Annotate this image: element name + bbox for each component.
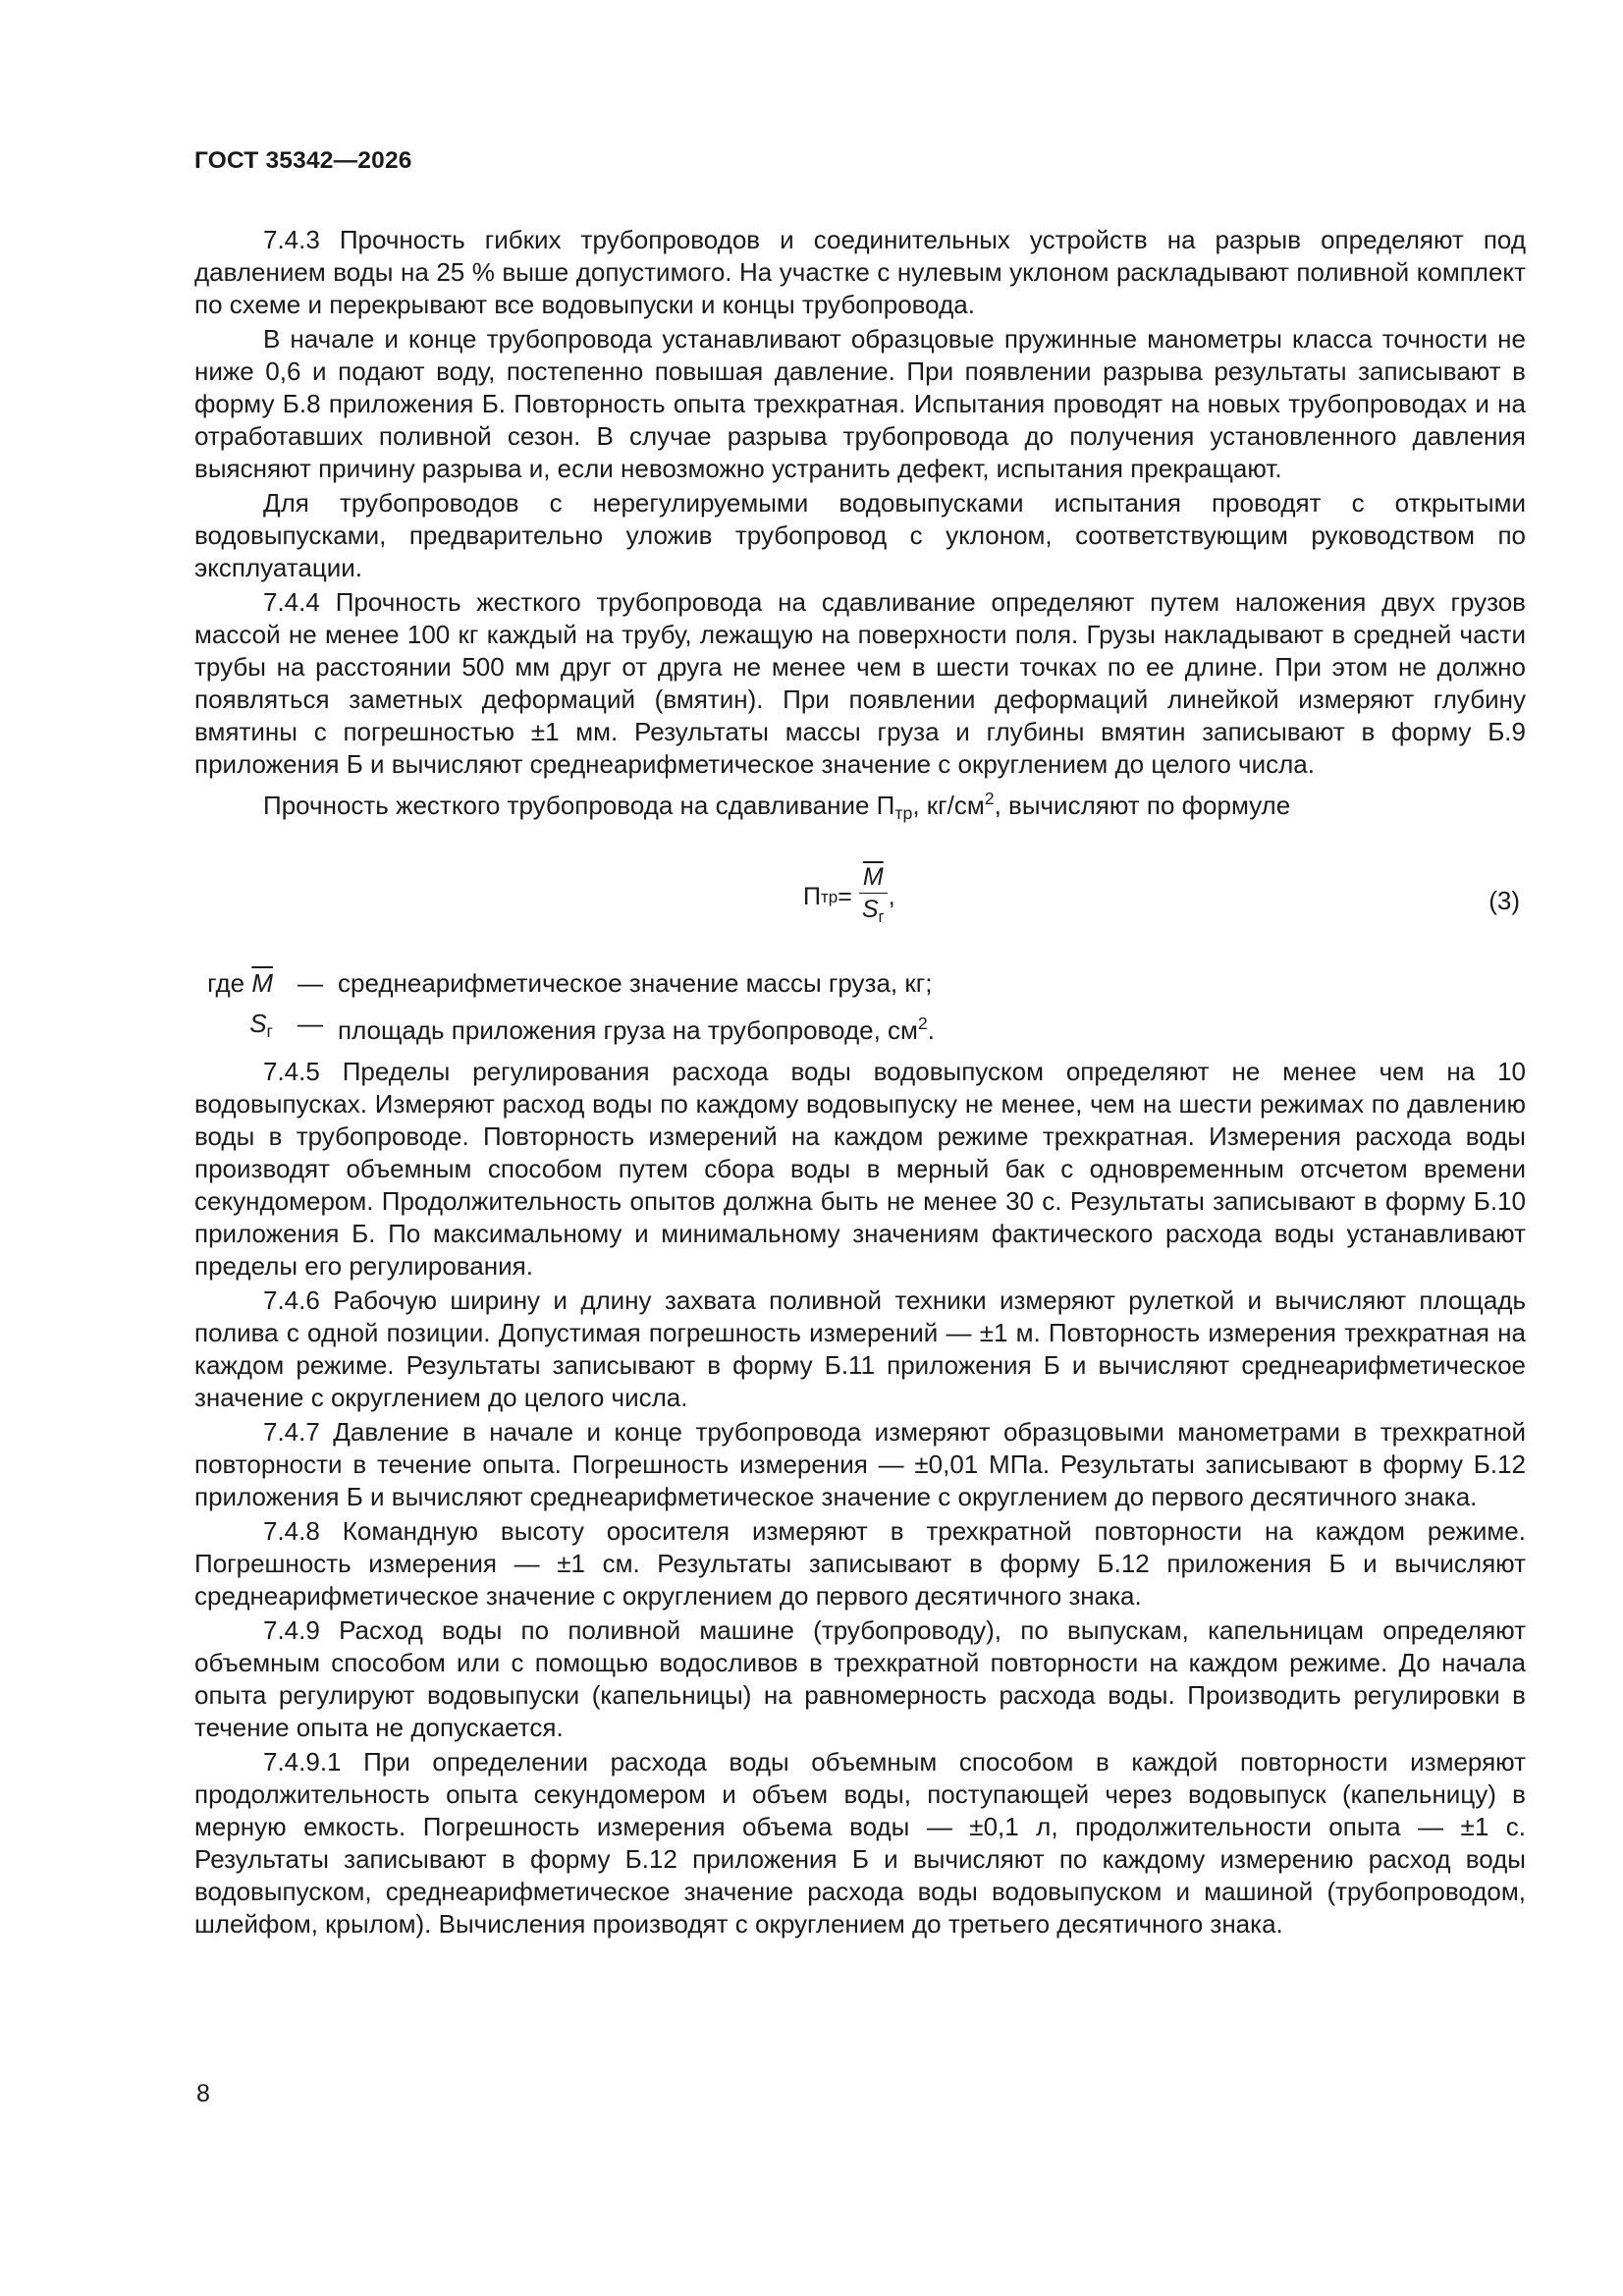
formula-intro: Прочность жесткого трубопровода на сдавливание $П_{тр}$, $кг/см^2$, вычисляют по формуле [263,789,1291,823]
paragraph-7-4-6: 7.4.6 Рабочую ширину и длину захвата поливной техники измеряют рулеткой и вычисляют площадь полива с одной позиции. Допустимая погрешность измерений — ±1 м. Повторность измерения трехкратная на каждом режиме. Результаты записывают в форму Б.11 приложения Б и вычисляют среднеарифметическое значение с округлением до целого числа. [194,1285,1526,1412]
paragraph-7-4-7: 7.4.7 Давление в начале и конце трубопровода измеряют образцовыми манометрами в трехкратной повторности в течение опыта. Погрешность измерения — ±0,01 МПа. Результаты записывают в форму Б.12 приложения Б и вычисляют среднеарифметическое значение с округлением до первого десятичного знака. [194,1417,1526,1511]
formula-denominator: $S_г$ [861,896,885,926]
formula-block [194,851,1526,967]
formula-3: П тр = $\frac{\overline{M}}{S_г}$ , [803,863,895,931]
formula-numerator: $\overline{M}$ [859,863,888,894]
paragraph-7-4-9: 7.4.9 Расход воды по поливной машине (трубопроводу), по выпускам, капельницам определяют объемным способом или с помощью водосливов в трехкратной повторности на каждом режиме. До начала опыта регулируют водовыпуски (капельницы) на равномерность расхода воды. Производить регулировки в течение опыта не допускается. [194,1615,1526,1742]
body-text [194,224,1526,1941]
paragraph-7-4-8: 7.4.8 Командную высоту оросителя измеряют в трехкратной повторности на каждом режиме. Погрешность измерения — ±1 см. Результаты записывают в форму Б.12 приложения Б и вычисляют среднеарифметическое значение с округлением до первого десятичного знака. [194,1516,1526,1611]
document-header: ГОСТ 35342—2026 [194,147,412,174]
paragraph-unregulated-outlets: Для трубопроводов с нерегулируемыми водовыпусками испытания проводят с открытыми водовыпусками, предварительно уложив трубопровод с уклоном, соответствующим руководством по эксплуатации. [194,488,1526,582]
paragraph-7-4-3: 7.4.3 Прочность гибких трубопроводов и соединительных устройств на разрыв определяют под давлением воды на 25 % выше допустимого. На участке с нулевым уклоном раскладывают поливной комплект по схеме и перекрывают все водовыпуски и концы трубопровода. [194,225,1526,319]
paragraph-7-4-5: 7.4.5 Пределы регулирования расхода воды водовыпуском определяют не менее чем на 10 водовыпусках. Измеряют расход воды по каждому водовыпуску не менее, чем на шести режимах по давлению воды в трубопроводе. Повторность измерений на каждом режиме трехкратная. Измерения расхода воды производят объемным способом путем сбора воды в мерный бак с одновременным отсчетом времени секундомером. Продолжительность опытов должна быть не менее 30 с. Результаты записывают в форму Б.10 приложения Б. По максимальному и минимальному значениям фактического расхода воды устанавливают пределы его регулирования. [194,1057,1526,1281]
paragraph-manometers: В начале и конце трубопровода устанавливают образцовые пружинные манометры класса точности не ниже 0,6 и подают воду, постепенно повышая давление. При появлении разрыва результаты записывают в форму Б.8 приложения Б. Повторность опыта трехкратная. Испытания проводят на новых трубопроводах и на отработавших поливной сезон. В случае разрыва трубопровода до получения установленного давления выясняют причину разрыва и, если невозможно устранить дефект, испытания прекращают. [194,324,1526,483]
paragraph-7-4-9-1: 7.4.9.1 При определении расхода воды объемным способом в каждой повторности измеряют продолжительность опыта секундомером и объем воды, поступающей через водовыпуск (капельницу) в мерную емкость. Погрешность измерения объема воды — ±0,1 л, продолжительности опыта — ±1 с. Результаты записывают в форму Б.12 приложения Б и вычисляют по каждому измерению расход воды водовыпуском, среднеарифметическое значение расхода воды водовыпуском и машиной (трубопроводом, шлейфом, крылом). Вычисления производят с округлением до третьего десятичного знака. [194,1747,1526,1939]
paragraph-7-4-4: 7.4.4 Прочность жесткого трубопровода на сдавливание определяют путем наложения двух грузов массой не менее 100 кг каждый на трубу, лежащую на поверхности поля. Грузы накладывают в средней части трубы на расстоянии 500 мм друг от друга не менее чем в шести точках по ее длине. При этом не должно появляться заметных деформаций (вмятин). При появлении деформаций линейкой измеряют глубину вмятины с погрешностью ±1 мм. Результаты массы груза и глубины вмятин записывают в форму Б.9 приложения Б и вычисляют среднеарифметическое значение с округлением до целого числа. [194,587,1526,779]
formula-number: (3) [1488,886,1520,915]
where-row-mass: где $\overline{M}$ — среднеарифметическое значение массы груза, кг; [194,967,1526,1000]
page-number: 8 [196,2080,210,2107]
where-row-area: $S_г$ — площадь приложения груза на трубопроводе, $см^2$. [194,1008,1526,1048]
where-area-text: площадь приложения груза на трубопроводе, $см^2$. [338,1013,935,1045]
formula-fraction [858,863,889,931]
where-mass-text: среднеарифметическое значение массы груза, кг; [338,968,933,998]
